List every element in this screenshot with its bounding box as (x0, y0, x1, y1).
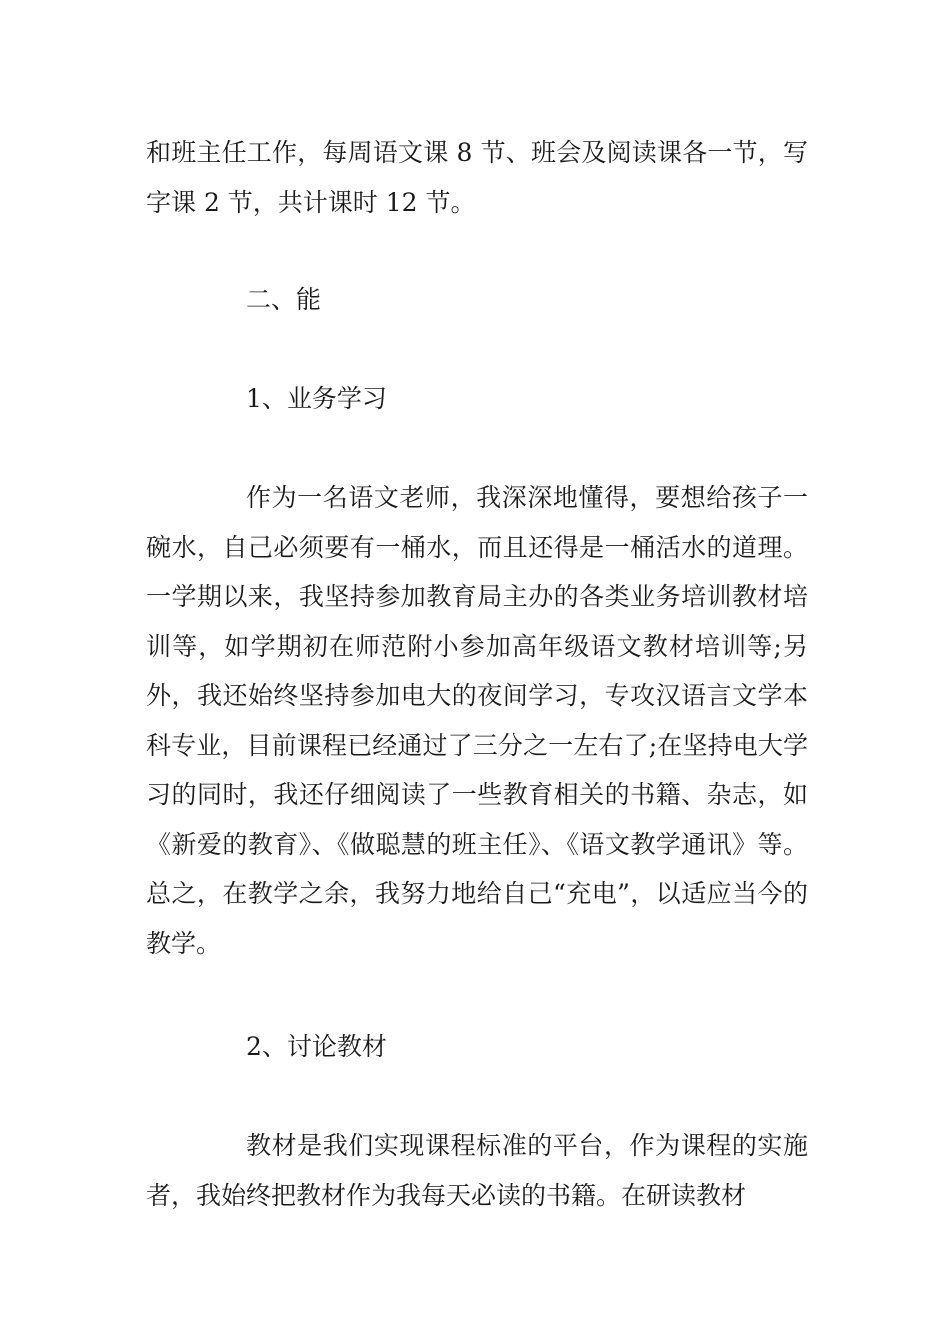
paragraph-textbook-discussion: 教材是我们实现课程标准的平台，作为课程的实施者，我始终把教材作为我每天必读的书籍。在研读教材 (146, 1131, 808, 1210)
subheading-textbook-discussion: 2、讨论教材 (246, 1032, 387, 1061)
section-heading-ability: 二、能 (246, 285, 322, 314)
paragraph-professional-study: 作为一名语文老师，我深深地懂得，要想给孩子一碗水，自己必须要有一桶水，而且还得是一桶活水的道理。一学期以来，我坚持参加教育局主办的各类业务培训教材培训等，如学期初在师范附小参加高年级语文教材培训等;另外，我还始终坚持参加电大的夜间学习，专攻汉语言文学本科专业，目前课程已经通过了三分之一左右了;在坚持电大学习的同时，我还仔细阅读了一些教育相关的书籍、杂志，如《新爱的教育》、《做聪慧的班主任》、《语文教学通讯》等。总之，在教学之余，我努力地给自己“充电”，以适应当今的教学。 (146, 483, 808, 958)
subheading-professional-study: 1、业务学习 (246, 384, 387, 413)
paragraph-workload: 和班主任工作，每周语文课 8 节、班会及阅读课各一节，写字课 2 节，共计课时 12 节。 (146, 138, 808, 217)
